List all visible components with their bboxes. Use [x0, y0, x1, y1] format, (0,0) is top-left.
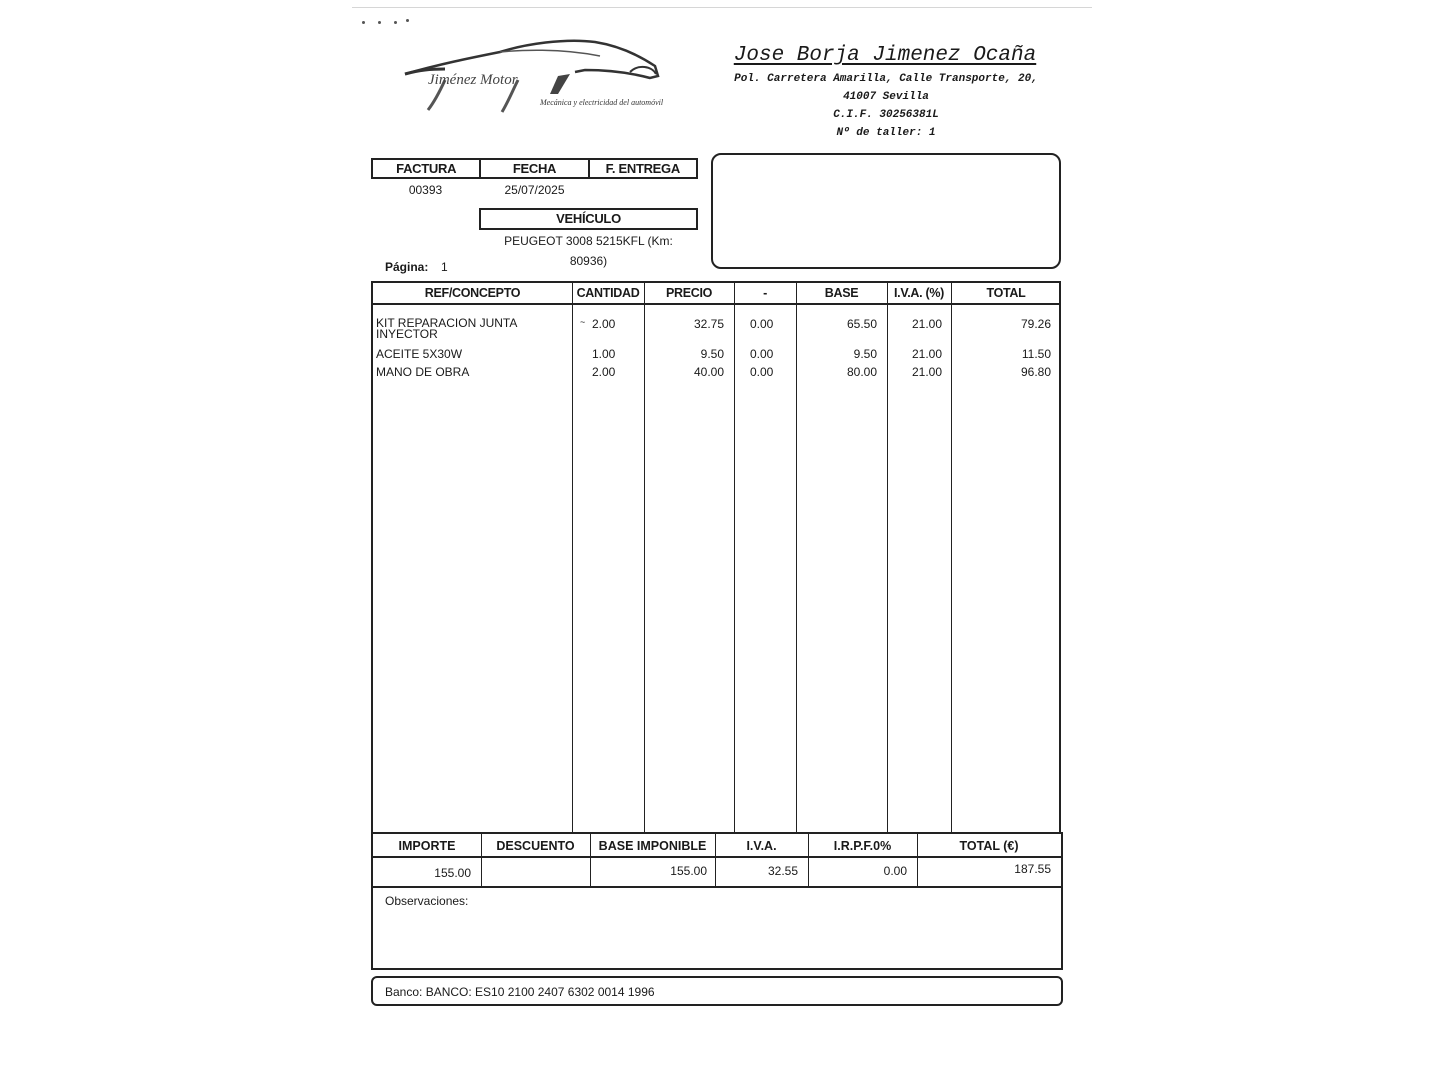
observations-box	[371, 886, 1063, 970]
row1-mark: ~	[580, 317, 586, 327]
row3-disc: 0.00	[750, 365, 774, 379]
factura-label: FACTURA	[373, 160, 481, 177]
totals-table	[371, 832, 1063, 888]
page-label: Página:	[385, 260, 429, 274]
row2-price: 9.50	[700, 347, 724, 361]
fecha-label: FECHA	[481, 160, 589, 177]
row3-qty: 2.00	[592, 365, 616, 379]
items-table	[371, 281, 1061, 834]
row2-iva: 21.00	[912, 347, 943, 361]
bank-box	[371, 976, 1063, 1006]
page-number: 1	[441, 260, 448, 274]
col-header-base: BASE	[824, 286, 859, 300]
row3-concept: MANO DE OBRA	[376, 365, 470, 379]
vehicle-line2: 80936)	[569, 254, 608, 268]
totals-header-base: BASE IMPONIBLE	[598, 839, 707, 853]
row2-qty: 1.00	[592, 347, 616, 361]
totals-iva: 32.55	[767, 864, 798, 878]
row2-concept: ACEITE 5X30W	[376, 347, 463, 361]
totals-header-descuento: DESCUENTO	[496, 839, 575, 853]
col-header-concepto: REF/CONCEPTO	[424, 286, 521, 300]
entrega-label: F. ENTREGA	[605, 161, 680, 176]
totals-total: 187.55	[1014, 862, 1051, 876]
row1-iva: 21.00	[912, 317, 943, 331]
col-header-cantidad: CANTIDAD	[576, 286, 640, 300]
row2-disc: 0.00	[750, 347, 774, 361]
row3-base: 80.00	[846, 365, 877, 379]
row1-qty: 2.00	[592, 317, 616, 331]
row2-total: 11.50	[1021, 347, 1051, 361]
totals-header-total: TOTAL (€)	[959, 839, 1019, 853]
totals-irpf: 0.00	[883, 864, 907, 878]
scan-edge-line	[352, 7, 1092, 8]
vehicle-line1: PEUGEOT 3008 5215KFL (Km:	[504, 234, 673, 248]
business-name: Jose Borja Jimenez Ocaña	[733, 44, 1037, 67]
totals-base-imponible: 155.00	[670, 864, 707, 878]
business-workshop-number: Nº de taller: 1	[836, 127, 936, 139]
row1-total: 79.26	[1020, 317, 1051, 331]
row3-total: 96.80	[1020, 365, 1051, 379]
logo-wordmark: Jiménez Motor	[428, 72, 518, 88]
col-header-total: TOTAL	[986, 286, 1026, 300]
client-box	[711, 153, 1061, 269]
invoice-header-box	[371, 158, 698, 179]
totals-header-importe: IMPORTE	[398, 839, 456, 853]
logo-subtitle: Mecánica y electricidad del automóvil	[540, 98, 664, 107]
totals-header-irpf: I.R.P.F.0%	[833, 839, 892, 853]
row3-iva: 21.00	[912, 365, 943, 379]
table-row-concept	[376, 318, 517, 340]
invoice-date: 25/07/2025	[504, 183, 565, 197]
totals-header-iva: I.V.A.	[746, 839, 777, 853]
business-address-line1: Pol. Carretera Amarilla, Calle Transporte, 20,	[734, 73, 1038, 85]
observations-label: Observaciones:	[385, 894, 469, 908]
row1-base: 65.50	[846, 317, 877, 331]
row1-disc: 0.00	[750, 317, 774, 331]
business-address-line2: 41007 Sevilla	[843, 91, 929, 103]
row1-concept-line2: INYECTOR	[376, 327, 438, 341]
row3-price: 40.00	[693, 365, 724, 379]
row2-base: 9.50	[853, 347, 877, 361]
scan-specks	[358, 18, 418, 28]
row1-price: 32.75	[693, 317, 724, 331]
bank-details: Banco: BANCO: ES10 2100 2407 6302 0014 1996	[385, 985, 655, 999]
col-header-descuento: -	[763, 286, 767, 300]
col-header-precio: PRECIO	[665, 286, 713, 300]
totals-importe: 155.00	[434, 866, 471, 880]
invoice-number: 00393	[408, 183, 443, 197]
vehicle-label: VEHÍCULO	[479, 208, 698, 230]
row1-concept-line1: KIT REPARACION JUNTA	[376, 316, 518, 330]
business-cif: C.I.F. 30256381L	[833, 109, 939, 121]
col-header-iva: I.V.A. (%)	[893, 286, 945, 300]
